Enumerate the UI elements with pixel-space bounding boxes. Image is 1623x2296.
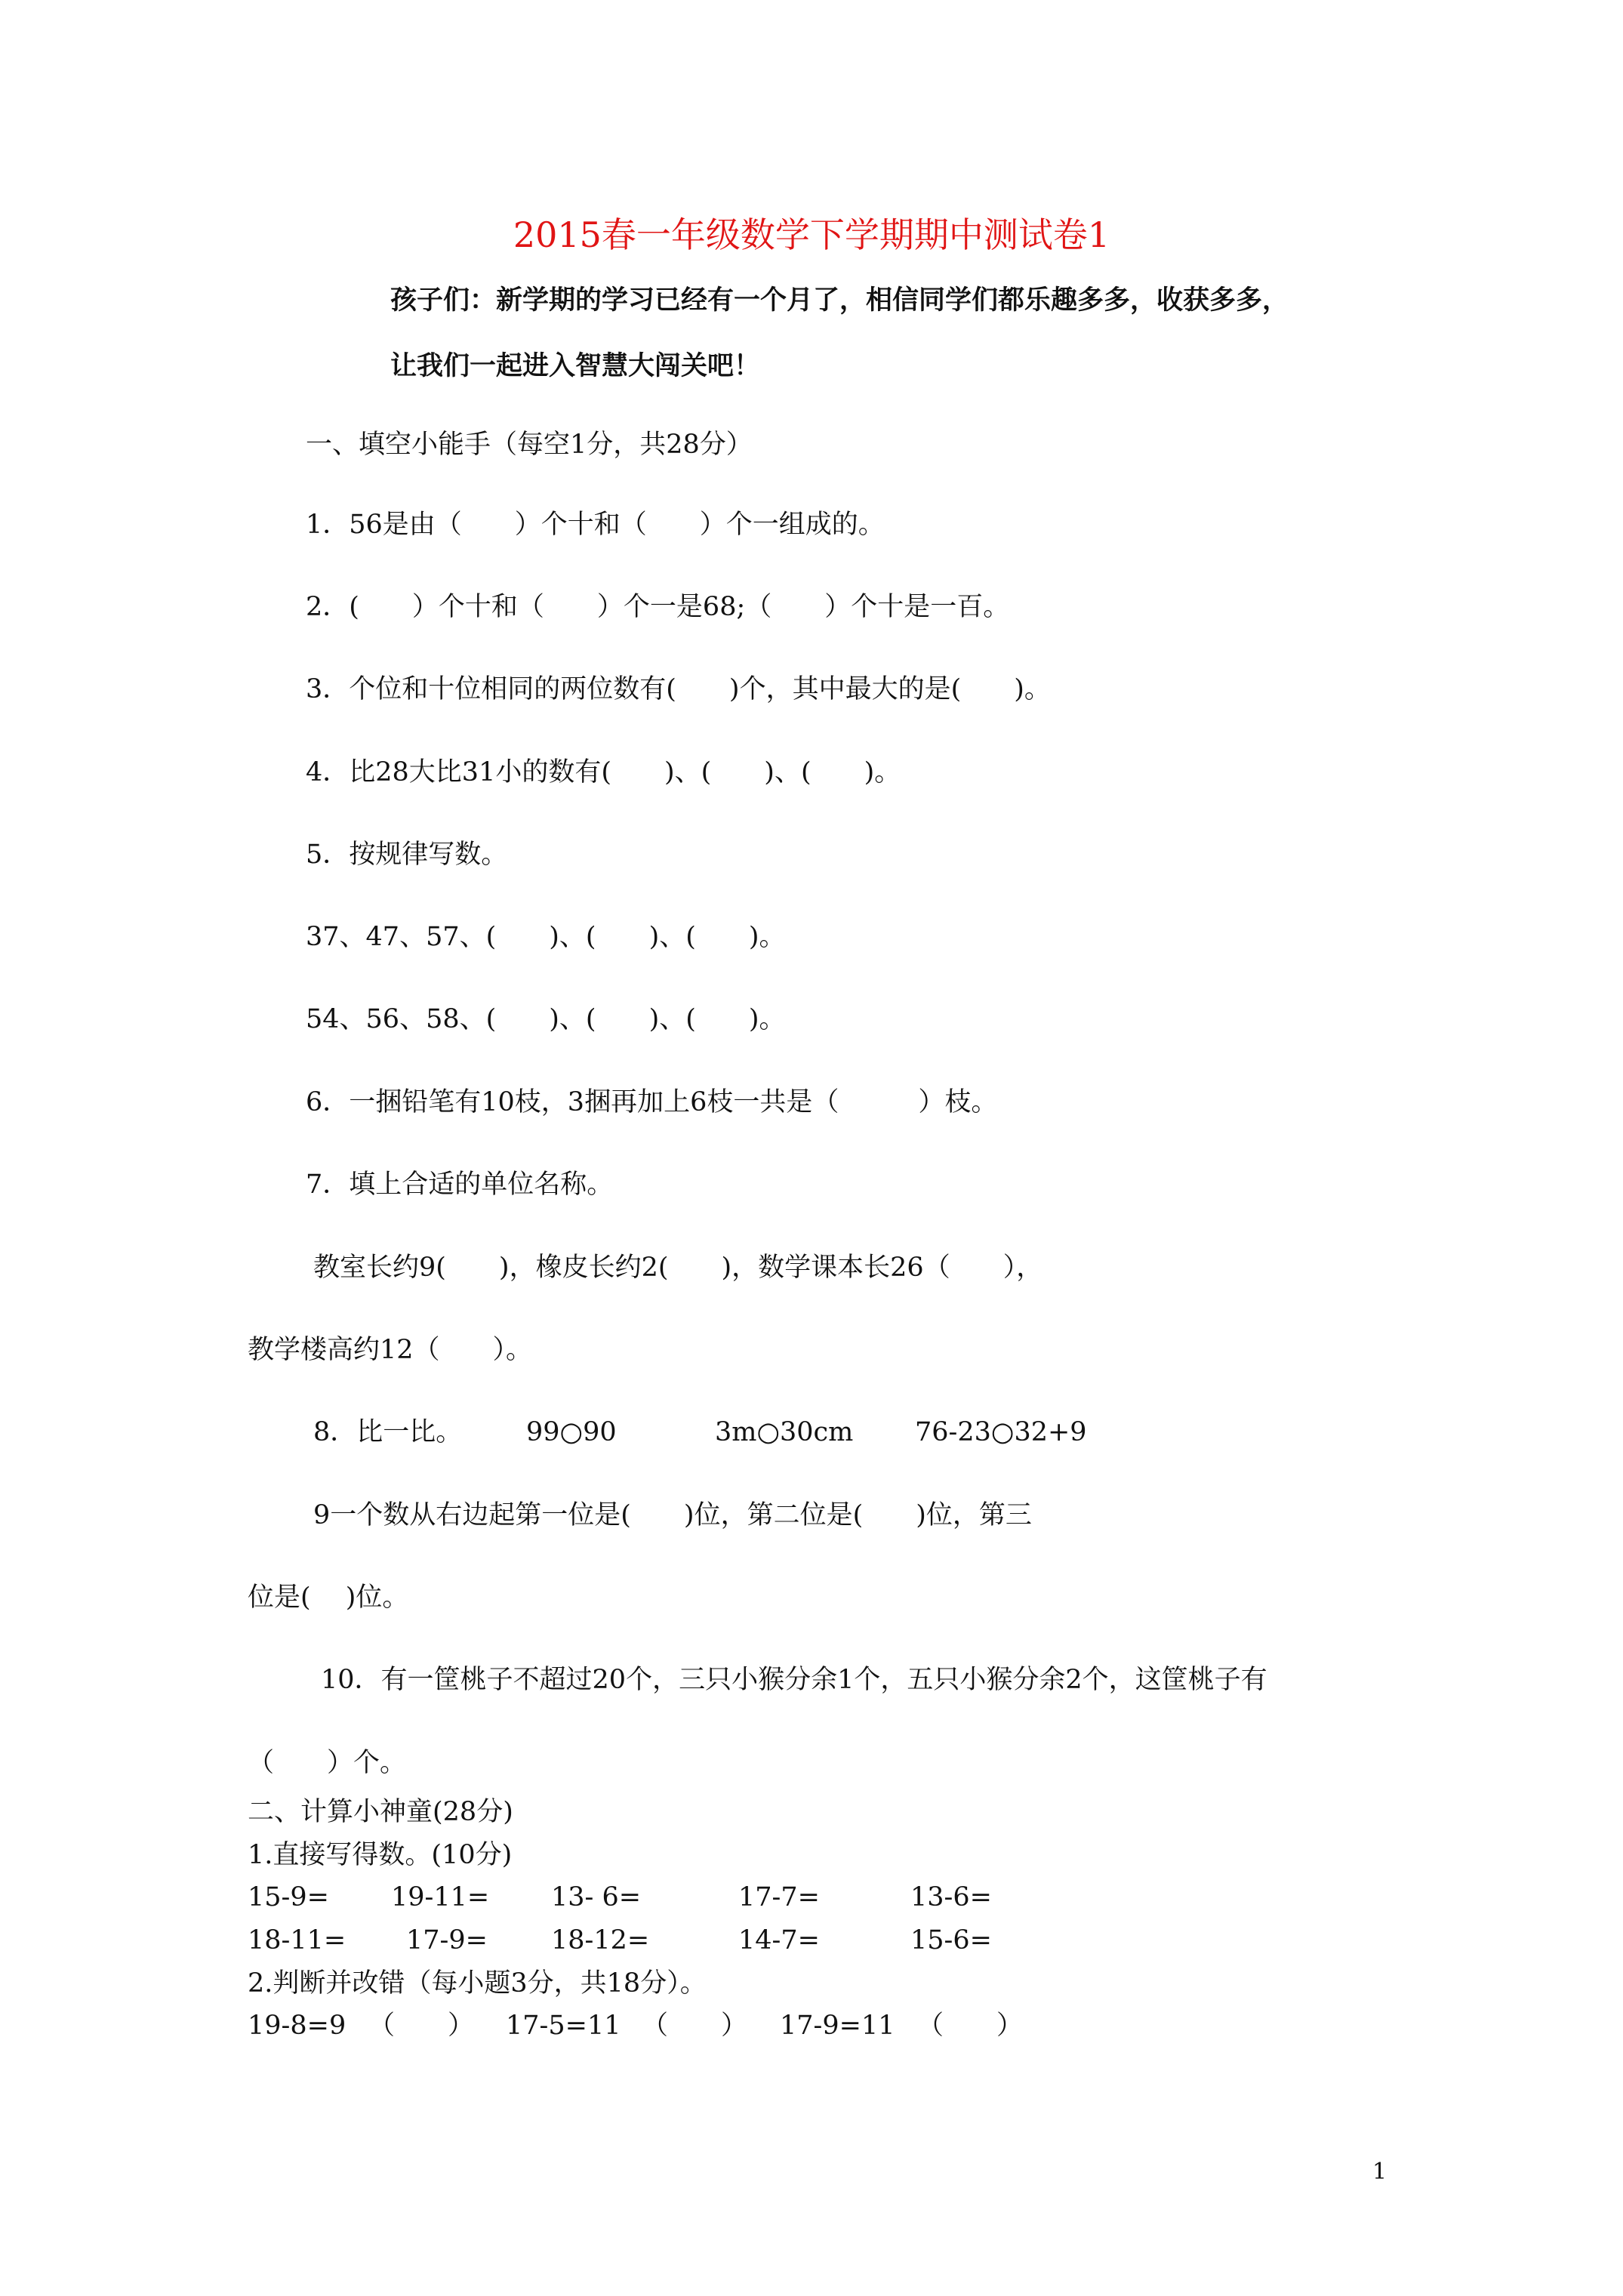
- judge-answer-blank: （ ）: [917, 2011, 1024, 2041]
- question-2: 2．( ）个十和（ ）个一是68;（ ）个十是一百。: [306, 592, 1010, 622]
- judge-answer-blank: （ ）: [642, 2011, 748, 2041]
- compare-item: 3m○30cm: [715, 1417, 854, 1447]
- question-7: 7．填上合适的单位名称。: [306, 1170, 614, 1200]
- question-5: 5．按规律写数。: [306, 840, 508, 870]
- page-title: 2015春一年级数学下学期期中测试卷1: [513, 214, 1110, 255]
- judge-expression: 17-9=11: [780, 2011, 895, 2041]
- question-1: 1．56是由（ ）个十和（ ）个一组成的。: [306, 510, 885, 540]
- calc-item: 18-11=: [248, 1925, 346, 1955]
- question-8-label: 8．比一比。: [313, 1417, 463, 1447]
- calc-item: 13- 6=: [551, 1882, 642, 1912]
- calc-item: 17-7=: [738, 1882, 820, 1912]
- section1-heading: 一、填空小能手（每空1分，共28分）: [306, 430, 753, 460]
- judge-answer-blank: （ ）: [368, 2011, 475, 2041]
- calc-item: 19-11=: [391, 1882, 490, 1912]
- calc-item: 17-9=: [406, 1925, 488, 1955]
- question-4: 4．比28大比31小的数有( )、( )、( )。: [306, 757, 901, 787]
- question-10-line-1: 10．有一筐桃子不超过20个，三只小猴分余1个，五只小猴分余2个，这筐桃子有: [321, 1665, 1267, 1695]
- question-9-line-2: 位是( )位。: [248, 1583, 409, 1613]
- section2-heading: 二、计算小神童(28分): [248, 1797, 513, 1827]
- calc-item: 15-9=: [248, 1882, 329, 1912]
- page-number: 1: [1372, 2159, 1387, 2185]
- compare-item: 76-23○32+9: [915, 1417, 1087, 1447]
- calc-item: 13-6=: [910, 1882, 992, 1912]
- question-10-line-2: （ ）个。: [248, 1748, 407, 1778]
- question-5-row-2: 54、56、58、( )、( )、( )。: [306, 1004, 786, 1034]
- question-7-line-2: 教学楼高约12（ ）。: [248, 1335, 533, 1365]
- section2-sub-1: 1.直接写得数。(10分): [248, 1840, 513, 1870]
- section2-sub-2: 2.判断并改错（每小题3分，共18分）。: [248, 1968, 707, 1999]
- calc-item: 15-6=: [910, 1925, 992, 1955]
- calc-item: 18-12=: [551, 1925, 650, 1955]
- judge-expression: 19-8=9: [248, 2011, 346, 2041]
- question-9-line-1: 9一个数从右边起第一位是( )位，第二位是( )位，第三: [313, 1500, 1032, 1530]
- compare-item: 99○90: [526, 1417, 617, 1447]
- intro-line-1: 孩子们：新学期的学习已经有一个月了，相信同学们都乐趣多多，收获多多，: [390, 285, 1289, 316]
- intro-line-2: 让我们一起进入智慧大闯关吧！: [390, 350, 761, 381]
- question-3: 3．个位和十位相同的两位数有( )个，其中最大的是( )。: [306, 674, 1051, 704]
- question-6: 6．一捆铅笔有10枝，3捆再加上6枝一共是（ ）枝。: [306, 1087, 998, 1117]
- question-7-line-1: 教室长约9( )，橡皮长约2( )，数学课本长26（ ），: [313, 1253, 1043, 1283]
- question-5-row-1: 37、47、57、( )、( )、( )。: [306, 922, 786, 952]
- judge-expression: 17-5=11: [506, 2011, 621, 2041]
- calc-item: 14-7=: [738, 1925, 820, 1955]
